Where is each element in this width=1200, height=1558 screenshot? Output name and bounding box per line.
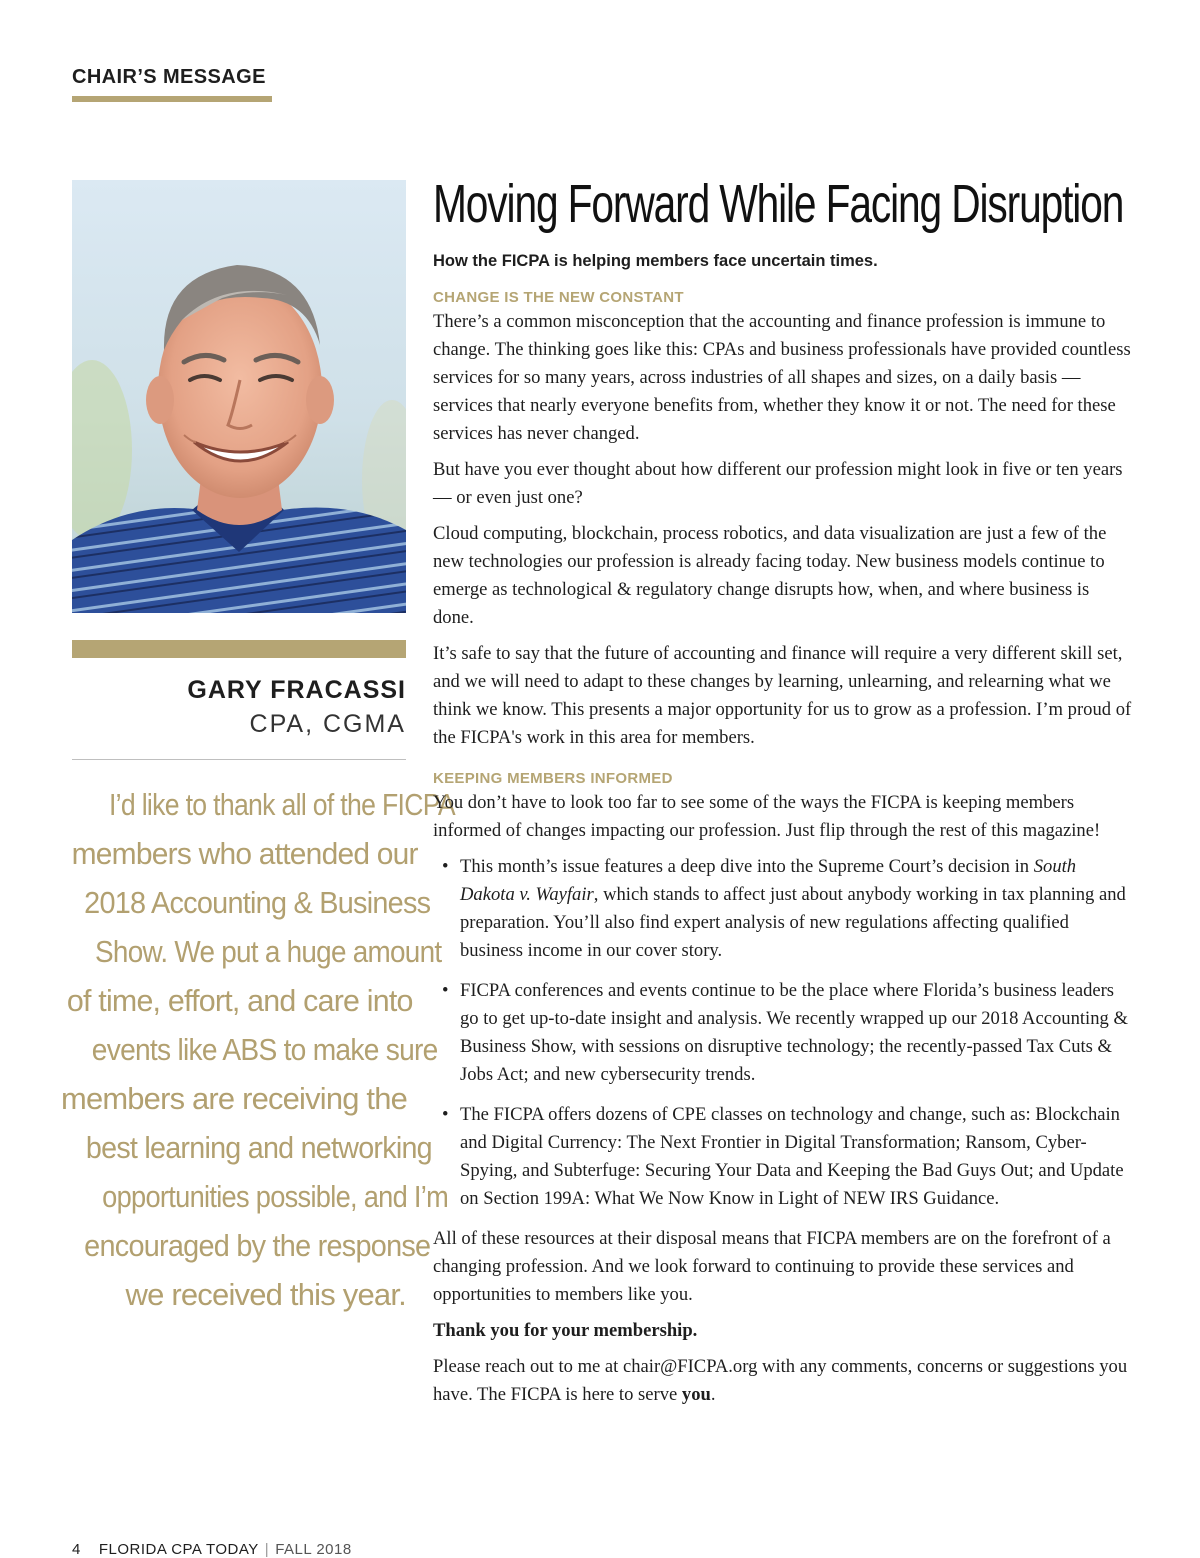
thank-you-line: Thank you for your membership. bbox=[433, 1320, 698, 1341]
subhead-informed: KEEPING MEMBERS INFORMED bbox=[433, 770, 673, 787]
photo-accent-bar bbox=[72, 640, 406, 658]
bullet-text: FICPA conferences and events continue to be the place where Florida’s business leaders go to get up-to-date insight and analysis. We recently wrapped up our 2018 Accounting & Business Show, with sessions on disruptive technology; the recently-passed Tax Cuts & Jobs Act; and new cybersecurity trends. bbox=[460, 980, 1128, 1085]
author-credentials: CPA, CGMA bbox=[249, 710, 406, 738]
article-body bbox=[433, 289, 1133, 1409]
article bbox=[433, 168, 1133, 1417]
pull-quote-line: Show. We put a huge amount bbox=[95, 934, 442, 969]
contact-text: Please reach out to me at chair@FICPA.org with any comments, concerns or suggestions you have. The FICPA is here to serve bbox=[433, 1356, 1128, 1405]
contact-emphasis: you bbox=[681, 1384, 711, 1405]
list-item bbox=[460, 977, 1133, 1089]
article-deck: How the FICPA is helping members face uncertain times. bbox=[433, 252, 878, 270]
section-rule bbox=[72, 96, 272, 102]
pull-quote-line: events like ABS to make sure bbox=[91, 1032, 438, 1067]
pull-quote-line: of time, effort, and care into bbox=[66, 983, 413, 1018]
pull-quote-line: 2018 Accounting & Business bbox=[84, 885, 431, 920]
case-name: South Dakota v. Wayfair bbox=[460, 856, 1077, 905]
pull-quote-line: we received this year. bbox=[125, 1277, 406, 1312]
paragraph: There’s a common misconception that the accounting and finance profession is immune to change. The thinking goes like this: CPAs and business professionals have provided countless services for so many years, across industries of all shapes and sizes, on a daily basis — services that nearly everyone benefits from, whether they know it or not. The need for these services has never changed. bbox=[433, 311, 1131, 444]
contact-text-end: . bbox=[710, 1384, 716, 1405]
page-footer bbox=[72, 1541, 352, 1558]
pull-quote-line: I’d like to thank all of the FICPA bbox=[108, 787, 455, 822]
pull-quote-line: best learning and networking bbox=[85, 1130, 432, 1165]
subhead-change: CHANGE IS THE NEW CONSTANT bbox=[433, 289, 684, 306]
author-portrait bbox=[72, 180, 406, 613]
pull-quote-line: encouraged by the response bbox=[84, 1228, 431, 1263]
bullet-text: , which stands to affect just about anybody working in tax planning and preparation. You’ll also find expert analysis of new regulations affecting qualified business income in our cover story. bbox=[460, 884, 1126, 961]
pull-quote-line: opportunities possible, and I’m bbox=[102, 1179, 449, 1214]
paragraph: It’s safe to say that the future of accounting and finance will require a very different skill set, and we will need to adapt to these changes by learning, unlearning, and relearning what we think we know. This presents a major opportunity for us to grow as a profession. I’m proud of the FICPA's work in this area for members. bbox=[433, 643, 1132, 748]
bullet-list bbox=[433, 853, 1133, 1213]
section-tag: CHAIR’S MESSAGE bbox=[72, 66, 266, 88]
paragraph: But have you ever thought about how different our profession might look in five or ten years — or even just one? bbox=[433, 459, 1123, 508]
footer-separator: | bbox=[264, 1541, 270, 1558]
author-name: GARY FRACASSI bbox=[187, 676, 406, 704]
portrait-photo-icon bbox=[72, 180, 406, 613]
issue-label: FALL 2018 bbox=[275, 1541, 352, 1558]
paragraph: You don’t have to look too far to see some of the ways the FICPA is keeping members informed of changes impacting our profession. Just flip through the rest of this magazine! bbox=[433, 792, 1101, 841]
author-divider bbox=[72, 759, 406, 760]
paragraph: All of these resources at their disposal means that FICPA members are on the forefront of a changing profession. And we look forward to continuing to provide these services and opportunities to members like you. bbox=[433, 1228, 1111, 1305]
list-item bbox=[460, 1101, 1133, 1213]
article-headline: Moving Forward While Facing Disruption bbox=[433, 174, 1124, 234]
pull-quote-line: members who attended our bbox=[71, 836, 418, 871]
page-number: 4 bbox=[72, 1541, 81, 1558]
pull-quote-line: members are receiving the bbox=[60, 1081, 407, 1116]
publication-name: FLORIDA CPA TODAY bbox=[98, 1541, 259, 1558]
paragraph: Cloud computing, blockchain, process robotics, and data visualization are just a few of the new technologies our profession is already facing today. New business models continue to emerge as technological & regulatory change disrupts how, when, and where business is done. bbox=[433, 523, 1107, 628]
bullet-text: The FICPA offers dozens of CPE classes on technology and change, such as: Blockchain and Digital Currency: The Next Frontier in Digital Transformation; Ransom, Cyber-Spying, and Subterfuge: Securing Your Data and Keeping the Bad Guys Out; and Update on Section 199A: What We Now Know in Light of NEW IRS Guidance. bbox=[460, 1104, 1124, 1209]
list-item bbox=[460, 853, 1133, 965]
contact-paragraph bbox=[433, 1353, 1133, 1409]
pull-quote bbox=[60, 780, 455, 1319]
bullet-text: This month’s issue features a deep dive into the Supreme Court’s decision in bbox=[460, 856, 1034, 877]
